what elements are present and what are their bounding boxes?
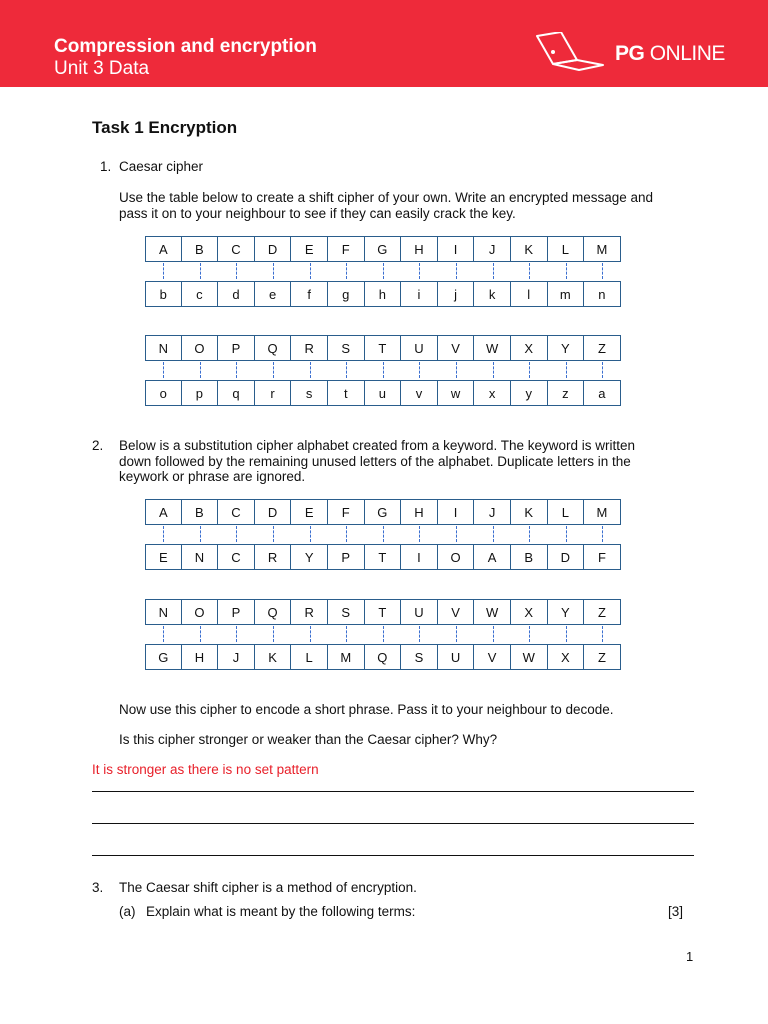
q3-text: The Caesar shift cipher is a method of encryption. — [119, 880, 417, 895]
q2-line3: keywork or phrase are ignored. — [119, 469, 306, 484]
cipher-cell: e — [255, 281, 292, 307]
cipher-cell: A — [474, 544, 511, 570]
cipher-cell: P — [218, 599, 255, 625]
dashed-connector — [145, 263, 182, 279]
cipher-cell: T — [365, 544, 402, 570]
cipher-cell: D — [548, 544, 585, 570]
page-header — [0, 0, 768, 87]
cipher-cell: w — [438, 380, 475, 406]
dashed-connector — [182, 263, 219, 279]
dashed-connector — [401, 626, 438, 642]
cipher-cell: R — [291, 599, 328, 625]
cipher-cell: B — [182, 499, 219, 525]
cipher-cell: G — [145, 644, 182, 670]
q3-number: 3. — [92, 880, 104, 895]
cipher-cell: A — [145, 499, 182, 525]
dashed-connector — [548, 263, 585, 279]
cipher-cell: Y — [548, 599, 585, 625]
dashed-connector — [218, 362, 255, 378]
dashed-connector — [401, 526, 438, 542]
dashed-connector — [145, 626, 182, 642]
cipher-cell: W — [474, 599, 511, 625]
dashed-connector — [511, 263, 548, 279]
cipher-cell: x — [474, 380, 511, 406]
q2-question: Is this cipher stronger or weaker than the Caesar cipher? Why? — [119, 732, 498, 747]
cipher-cell: G — [365, 499, 402, 525]
cipher-cell: D — [255, 499, 292, 525]
cipher-cell: d — [218, 281, 255, 307]
dashed-connector — [328, 526, 365, 542]
cipher-cell: H — [182, 644, 219, 670]
cipher-cell: K — [511, 236, 548, 262]
dashed-connector — [218, 526, 255, 542]
cipher-cell: F — [584, 544, 621, 570]
cipher-cell: X — [511, 599, 548, 625]
cipher-cell: C — [218, 544, 255, 570]
answer-line[interactable] — [92, 823, 694, 824]
pg-online-logo — [535, 32, 735, 76]
dashed-connector — [328, 263, 365, 279]
answer-line[interactable] — [92, 791, 694, 792]
dashed-connector — [584, 263, 621, 279]
cipher-cell: q — [218, 380, 255, 406]
dashed-connector — [511, 626, 548, 642]
dashed-connector — [548, 626, 585, 642]
logo-text: PG ONLINE — [615, 42, 725, 65]
cipher-cell: T — [365, 599, 402, 625]
cipher-cell: M — [328, 644, 365, 670]
dashed-connector — [218, 263, 255, 279]
q3-sub-text: Explain what is meant by the following terms: — [146, 904, 416, 919]
cipher-cell: y — [511, 380, 548, 406]
cipher-cell: Q — [255, 599, 292, 625]
q1-instruction-line2: pass it on to your neighbour to see if they can easily crack the key. — [119, 206, 516, 221]
laptop-icon — [535, 32, 611, 76]
dashed-connector — [291, 362, 328, 378]
cipher-cell: S — [328, 335, 365, 361]
dashed-connector — [584, 362, 621, 378]
cipher-cell: N — [145, 335, 182, 361]
cipher-cell: Q — [255, 335, 292, 361]
dashed-connector — [511, 526, 548, 542]
cipher-cell: z — [548, 380, 585, 406]
cipher-cell: S — [401, 644, 438, 670]
dashed-connector — [145, 526, 182, 542]
dashed-connector — [255, 362, 292, 378]
q3-sub-label: (a) — [119, 904, 136, 919]
cipher-cell: J — [218, 644, 255, 670]
cipher-cell: O — [182, 335, 219, 361]
dashed-connector — [182, 526, 219, 542]
dashed-connector — [401, 263, 438, 279]
cipher-cell: Z — [584, 335, 621, 361]
cipher-cell: J — [474, 499, 511, 525]
cipher-cell: U — [438, 644, 475, 670]
cipher-cell: b — [145, 281, 182, 307]
cipher-cell: E — [291, 236, 328, 262]
q1-table1-top-row — [145, 236, 621, 262]
cipher-cell: r — [255, 380, 292, 406]
q2-table1-bottom-row — [145, 544, 621, 570]
cipher-cell: P — [328, 544, 365, 570]
cipher-cell: C — [218, 236, 255, 262]
cipher-cell: W — [511, 644, 548, 670]
dashed-connector — [365, 362, 402, 378]
q1-table2-bottom-row — [145, 380, 621, 406]
q1-table2-connectors — [145, 362, 621, 378]
cipher-cell: R — [291, 335, 328, 361]
cipher-cell: L — [291, 644, 328, 670]
cipher-cell: J — [474, 236, 511, 262]
cipher-cell: B — [511, 544, 548, 570]
cipher-cell: A — [145, 236, 182, 262]
cipher-cell: n — [584, 281, 621, 307]
cipher-cell: M — [584, 499, 621, 525]
cipher-cell: t — [328, 380, 365, 406]
cipher-cell: o — [145, 380, 182, 406]
cipher-cell: V — [438, 599, 475, 625]
q2-table2-connectors — [145, 626, 621, 642]
cipher-cell: R — [255, 544, 292, 570]
cipher-cell: g — [328, 281, 365, 307]
cipher-cell: p — [182, 380, 219, 406]
cipher-cell: N — [182, 544, 219, 570]
cipher-cell: l — [511, 281, 548, 307]
cipher-cell: B — [182, 236, 219, 262]
dashed-connector — [548, 526, 585, 542]
cipher-cell: S — [328, 599, 365, 625]
dashed-connector — [474, 526, 511, 542]
cipher-cell: U — [401, 335, 438, 361]
cipher-cell: v — [401, 380, 438, 406]
cipher-cell: L — [548, 499, 585, 525]
cipher-cell: W — [474, 335, 511, 361]
dashed-connector — [255, 263, 292, 279]
dashed-connector — [255, 626, 292, 642]
cipher-cell: I — [438, 499, 475, 525]
cipher-cell: T — [365, 335, 402, 361]
cipher-cell: L — [548, 236, 585, 262]
dashed-connector — [255, 526, 292, 542]
cipher-cell: V — [474, 644, 511, 670]
cipher-cell: u — [365, 380, 402, 406]
cipher-cell: K — [255, 644, 292, 670]
dashed-connector — [584, 626, 621, 642]
answer-line[interactable] — [92, 855, 694, 856]
cipher-cell: H — [401, 236, 438, 262]
cipher-cell: K — [511, 499, 548, 525]
q2-answer[interactable]: It is stronger as there is no set pattern — [92, 762, 319, 777]
dashed-connector — [401, 362, 438, 378]
cipher-cell: D — [255, 236, 292, 262]
cipher-cell: P — [218, 335, 255, 361]
dashed-connector — [474, 626, 511, 642]
dashed-connector — [291, 526, 328, 542]
cipher-cell: j — [438, 281, 475, 307]
dashed-connector — [328, 626, 365, 642]
cipher-cell: E — [291, 499, 328, 525]
cipher-cell: Y — [548, 335, 585, 361]
cipher-cell: i — [401, 281, 438, 307]
cipher-cell: N — [145, 599, 182, 625]
cipher-cell: k — [474, 281, 511, 307]
cipher-cell: G — [365, 236, 402, 262]
cipher-cell: O — [182, 599, 219, 625]
dashed-connector — [291, 626, 328, 642]
cipher-cell: C — [218, 499, 255, 525]
dashed-connector — [511, 362, 548, 378]
q1-number: 1. — [100, 159, 112, 174]
cipher-cell: m — [548, 281, 585, 307]
dashed-connector — [182, 362, 219, 378]
cipher-cell: Q — [365, 644, 402, 670]
dashed-connector — [474, 362, 511, 378]
cipher-cell: H — [401, 499, 438, 525]
q2-line2: down followed by the remaining unused letters of the alphabet. Duplicate letters in the — [119, 454, 631, 469]
q1-table1-bottom-row — [145, 281, 621, 307]
cipher-cell: c — [182, 281, 219, 307]
cipher-cell: I — [438, 236, 475, 262]
cipher-cell: O — [438, 544, 475, 570]
dashed-connector — [438, 626, 475, 642]
dashed-connector — [291, 263, 328, 279]
q1-table1-connectors — [145, 263, 621, 279]
q2-number: 2. — [92, 438, 104, 453]
cipher-cell: Z — [584, 599, 621, 625]
cipher-cell: a — [584, 380, 621, 406]
page-number: 1 — [686, 949, 694, 964]
cipher-cell: Y — [291, 544, 328, 570]
cipher-cell: X — [548, 644, 585, 670]
dashed-connector — [218, 626, 255, 642]
cipher-cell: U — [401, 599, 438, 625]
cipher-cell: F — [328, 236, 365, 262]
dashed-connector — [474, 263, 511, 279]
cipher-cell: M — [584, 236, 621, 262]
q1-table2-top-row — [145, 335, 621, 361]
q2-table1-top-row — [145, 499, 621, 525]
cipher-cell: E — [145, 544, 182, 570]
cipher-cell: f — [291, 281, 328, 307]
cipher-cell: F — [328, 499, 365, 525]
q2-table2-bottom-row — [145, 644, 621, 670]
cipher-cell: s — [291, 380, 328, 406]
dashed-connector — [438, 526, 475, 542]
cipher-cell: Z — [584, 644, 621, 670]
cipher-cell: I — [401, 544, 438, 570]
q2-table1-connectors — [145, 526, 621, 542]
dashed-connector — [145, 362, 182, 378]
cipher-cell: V — [438, 335, 475, 361]
dashed-connector — [548, 362, 585, 378]
task-title: Task 1 Encryption — [92, 118, 238, 137]
q3-marks: [3] — [668, 904, 684, 919]
header-subtitle: Unit 3 Data — [54, 58, 150, 79]
dashed-connector — [438, 362, 475, 378]
dashed-connector — [438, 263, 475, 279]
dashed-connector — [584, 526, 621, 542]
cipher-cell: X — [511, 335, 548, 361]
q2-table2-top-row — [145, 599, 621, 625]
dashed-connector — [182, 626, 219, 642]
dashed-connector — [365, 526, 402, 542]
cipher-cell: h — [365, 281, 402, 307]
q1-title: Caesar cipher — [119, 159, 204, 174]
dashed-connector — [328, 362, 365, 378]
header-title: Compression and encryption — [54, 36, 317, 57]
q1-instruction-line1: Use the table below to create a shift cipher of your own. Write an encrypted message and — [119, 190, 654, 205]
dashed-connector — [365, 626, 402, 642]
dashed-connector — [365, 263, 402, 279]
q2-line1: Below is a substitution cipher alphabet created from a keyword. The keyword is written — [119, 438, 635, 453]
q2-encode-prompt: Now use this cipher to encode a short phrase. Pass it to your neighbour to decode. — [119, 702, 614, 717]
